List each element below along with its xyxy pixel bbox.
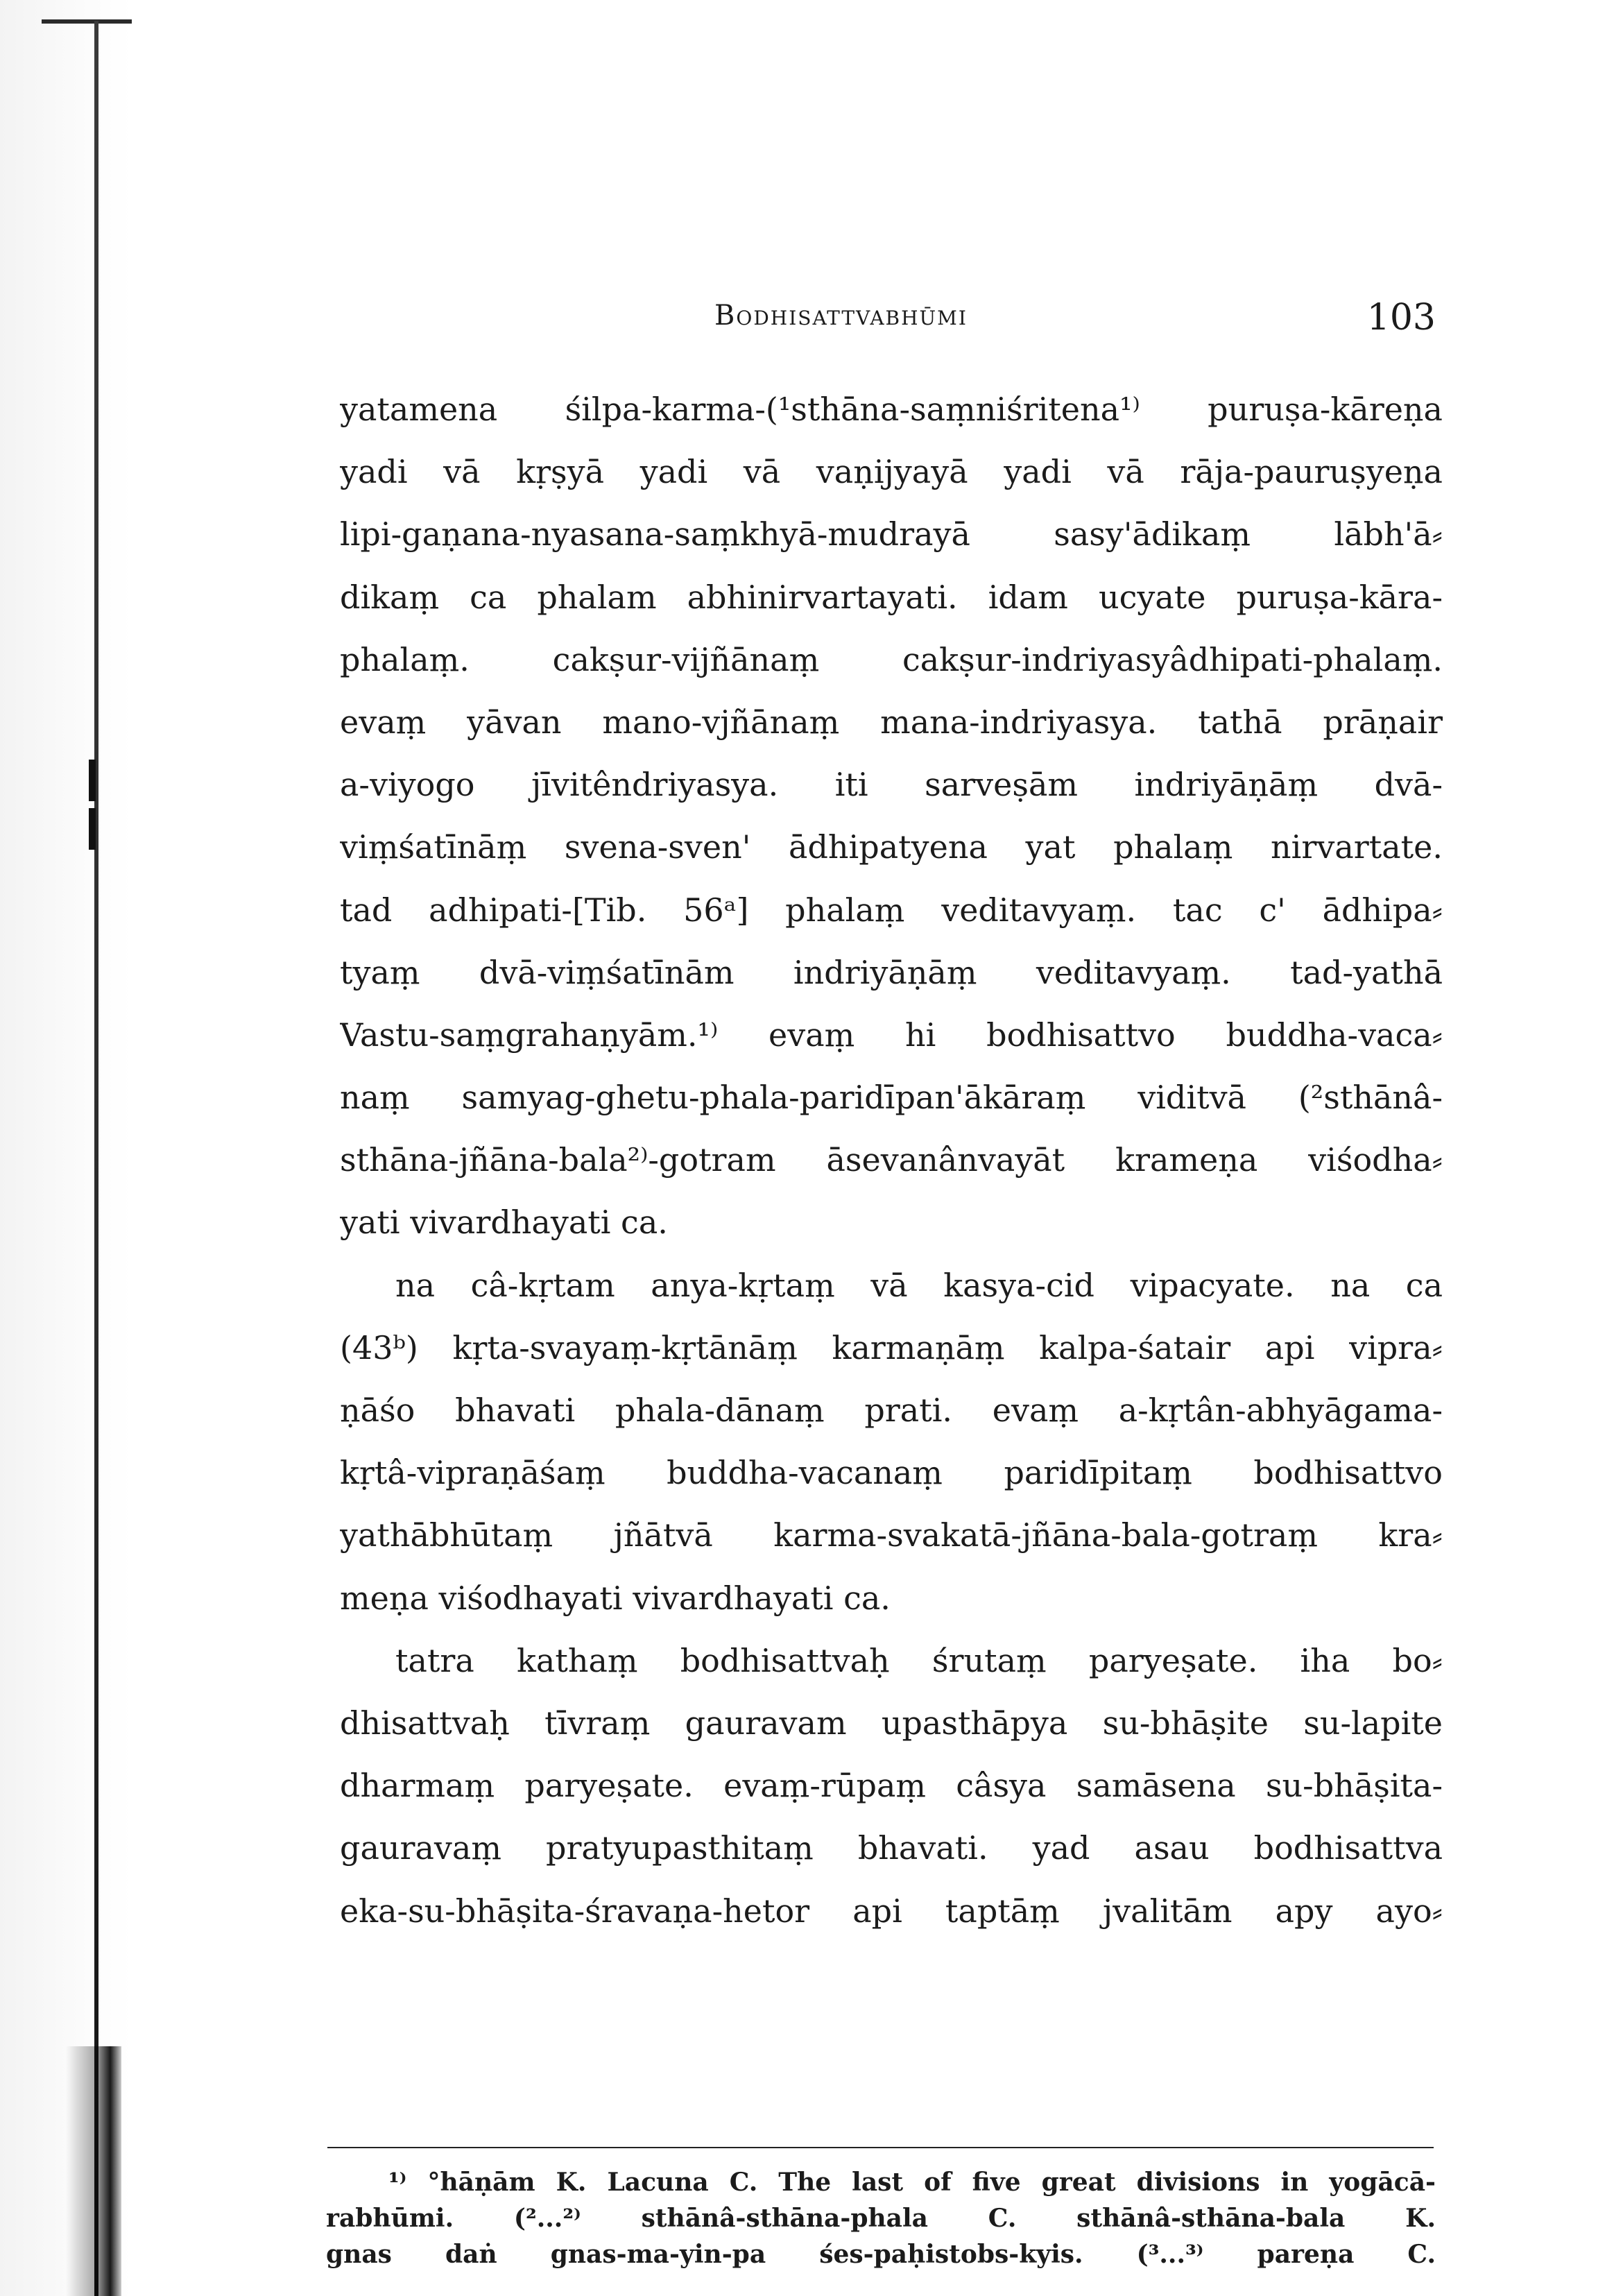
text-line: eka-su-bhāṣita-śravaṇa-hetor api taptāṃ jvalitām apy ayo⸗	[340, 1892, 1443, 1930]
text-line: lipi-gaṇana-nyasana-saṃkhyā-mudrayā sasy'ādikaṃ lābh'ā⸗	[340, 515, 1443, 554]
text-line: tatra kathaṃ bodhisattvaḥ śrutaṃ paryeṣate. iha bo⸗	[395, 1641, 1443, 1679]
text-line: evaṃ yāvan mano-vjñānaṃ mana-indriyasya. tathā prāṇair	[340, 703, 1443, 741]
text-line: naṃ samyag-ghetu-phala-paridīpan'ākāraṃ viditvā (²sthānâ-	[340, 1079, 1443, 1117]
footnote-line: ¹⁾ °hāṇām K. Lacuna C. The last of five great divisions in yogācā-	[388, 2168, 1436, 2197]
text-line: yatamena śilpa-karma-(¹sthāna-saṃniśritena¹⁾ puruṣa-kāreṇa	[340, 391, 1443, 428]
text-line: tyaṃ dvā-viṃśatīnām indriyāṇāṃ veditavyaṃ. tad-yathā	[340, 953, 1443, 991]
text-line: yati vivardhayati ca.	[340, 1203, 668, 1242]
footnotes-block	[326, 2164, 1436, 2272]
text-line: a-viyogo jīvitêndriyasya. iti sarveṣām indriyāṇāṃ dvā-	[340, 766, 1443, 804]
text-line: meṇa viśodhayati vivardhayati ca.	[340, 1579, 891, 1617]
text-line: viṃśatīnāṃ svena-sven' ādhipatyena yat phalaṃ nirvartate.	[340, 828, 1443, 866]
page-header	[714, 297, 1436, 348]
gutter-spine-mark	[89, 760, 96, 801]
text-line: kṛtâ-vipraṇāśaṃ buddha-vacanaṃ paridīpitaṃ bodhisattvo	[340, 1454, 1443, 1492]
running-title: Bodhisattvabhūmi	[714, 300, 968, 332]
footnote-line: gnas daṅ gnas-ma-yin-pa śes-paḥistobs-kyis. (³...³⁾ pareṇa C.	[326, 2240, 1436, 2269]
text-line: tad adhipati-[Tib. 56ᵃ] phalaṃ veditavyaṃ. tac c' ādhipa⸗	[340, 891, 1443, 929]
gutter-binding-mark	[42, 19, 132, 24]
text-line: na câ-kṛtam anya-kṛtaṃ vā kasya-cid vipacyate. na ca	[395, 1266, 1443, 1304]
text-line: gauravaṃ pratyupasthitaṃ bhavati. yad asau bodhisattva	[340, 1829, 1443, 1867]
text-line: yathābhūtaṃ jñātvā karma-svakatā-jñāna-bala-gotraṃ kra⸗	[340, 1516, 1443, 1554]
text-line: dhisattvaḥ tīvraṃ gauravam upasthāpya su-bhāṣite su-lapite	[340, 1704, 1443, 1742]
text-line: sthāna-jñāna-bala²⁾-gotram āsevanânvayāt krameṇa viśodha⸗	[340, 1141, 1443, 1179]
gutter-spine-mark	[89, 808, 96, 850]
text-line: yadi vā kṛṣyā yadi vā vaṇijyayā yadi vā rāja-pauruṣyeṇa	[340, 453, 1443, 491]
main-text-block	[340, 378, 1443, 1942]
book-gutter	[0, 0, 132, 2296]
text-line: dikaṃ ca phalam abhinirvartayati. idam ucyate puruṣa-kāra-	[340, 578, 1443, 616]
text-line: ṇāśo bhavati phala-dānaṃ prati. evaṃ a-kṛtân-abhyāgama-	[340, 1391, 1443, 1429]
gutter-shadow	[66, 2046, 121, 2296]
page-number: 103	[1366, 297, 1436, 339]
text-line: Vastu-saṃgrahaṇyām.¹⁾ evaṃ hi bodhisattvo buddha-vaca⸗	[340, 1016, 1443, 1054]
footnote-line: rabhūmi. (²...²⁾ sthānâ-sthāna-phala C. sthānâ-sthāna-bala K.	[326, 2204, 1436, 2233]
text-line: (43ᵇ) kṛta-svayaṃ-kṛtānāṃ karmaṇāṃ kalpa-śatair api vipra⸗	[340, 1328, 1443, 1367]
text-line: dharmaṃ paryeṣate. evaṃ-rūpaṃ câsya samāsena su-bhāṣita-	[340, 1767, 1443, 1805]
text-line: phalaṃ. cakṣur-vijñānaṃ cakṣur-indriyasyâdhipati-phalaṃ.	[340, 640, 1443, 678]
gutter-spine-line	[94, 21, 98, 2296]
footnote-divider	[327, 2147, 1434, 2148]
